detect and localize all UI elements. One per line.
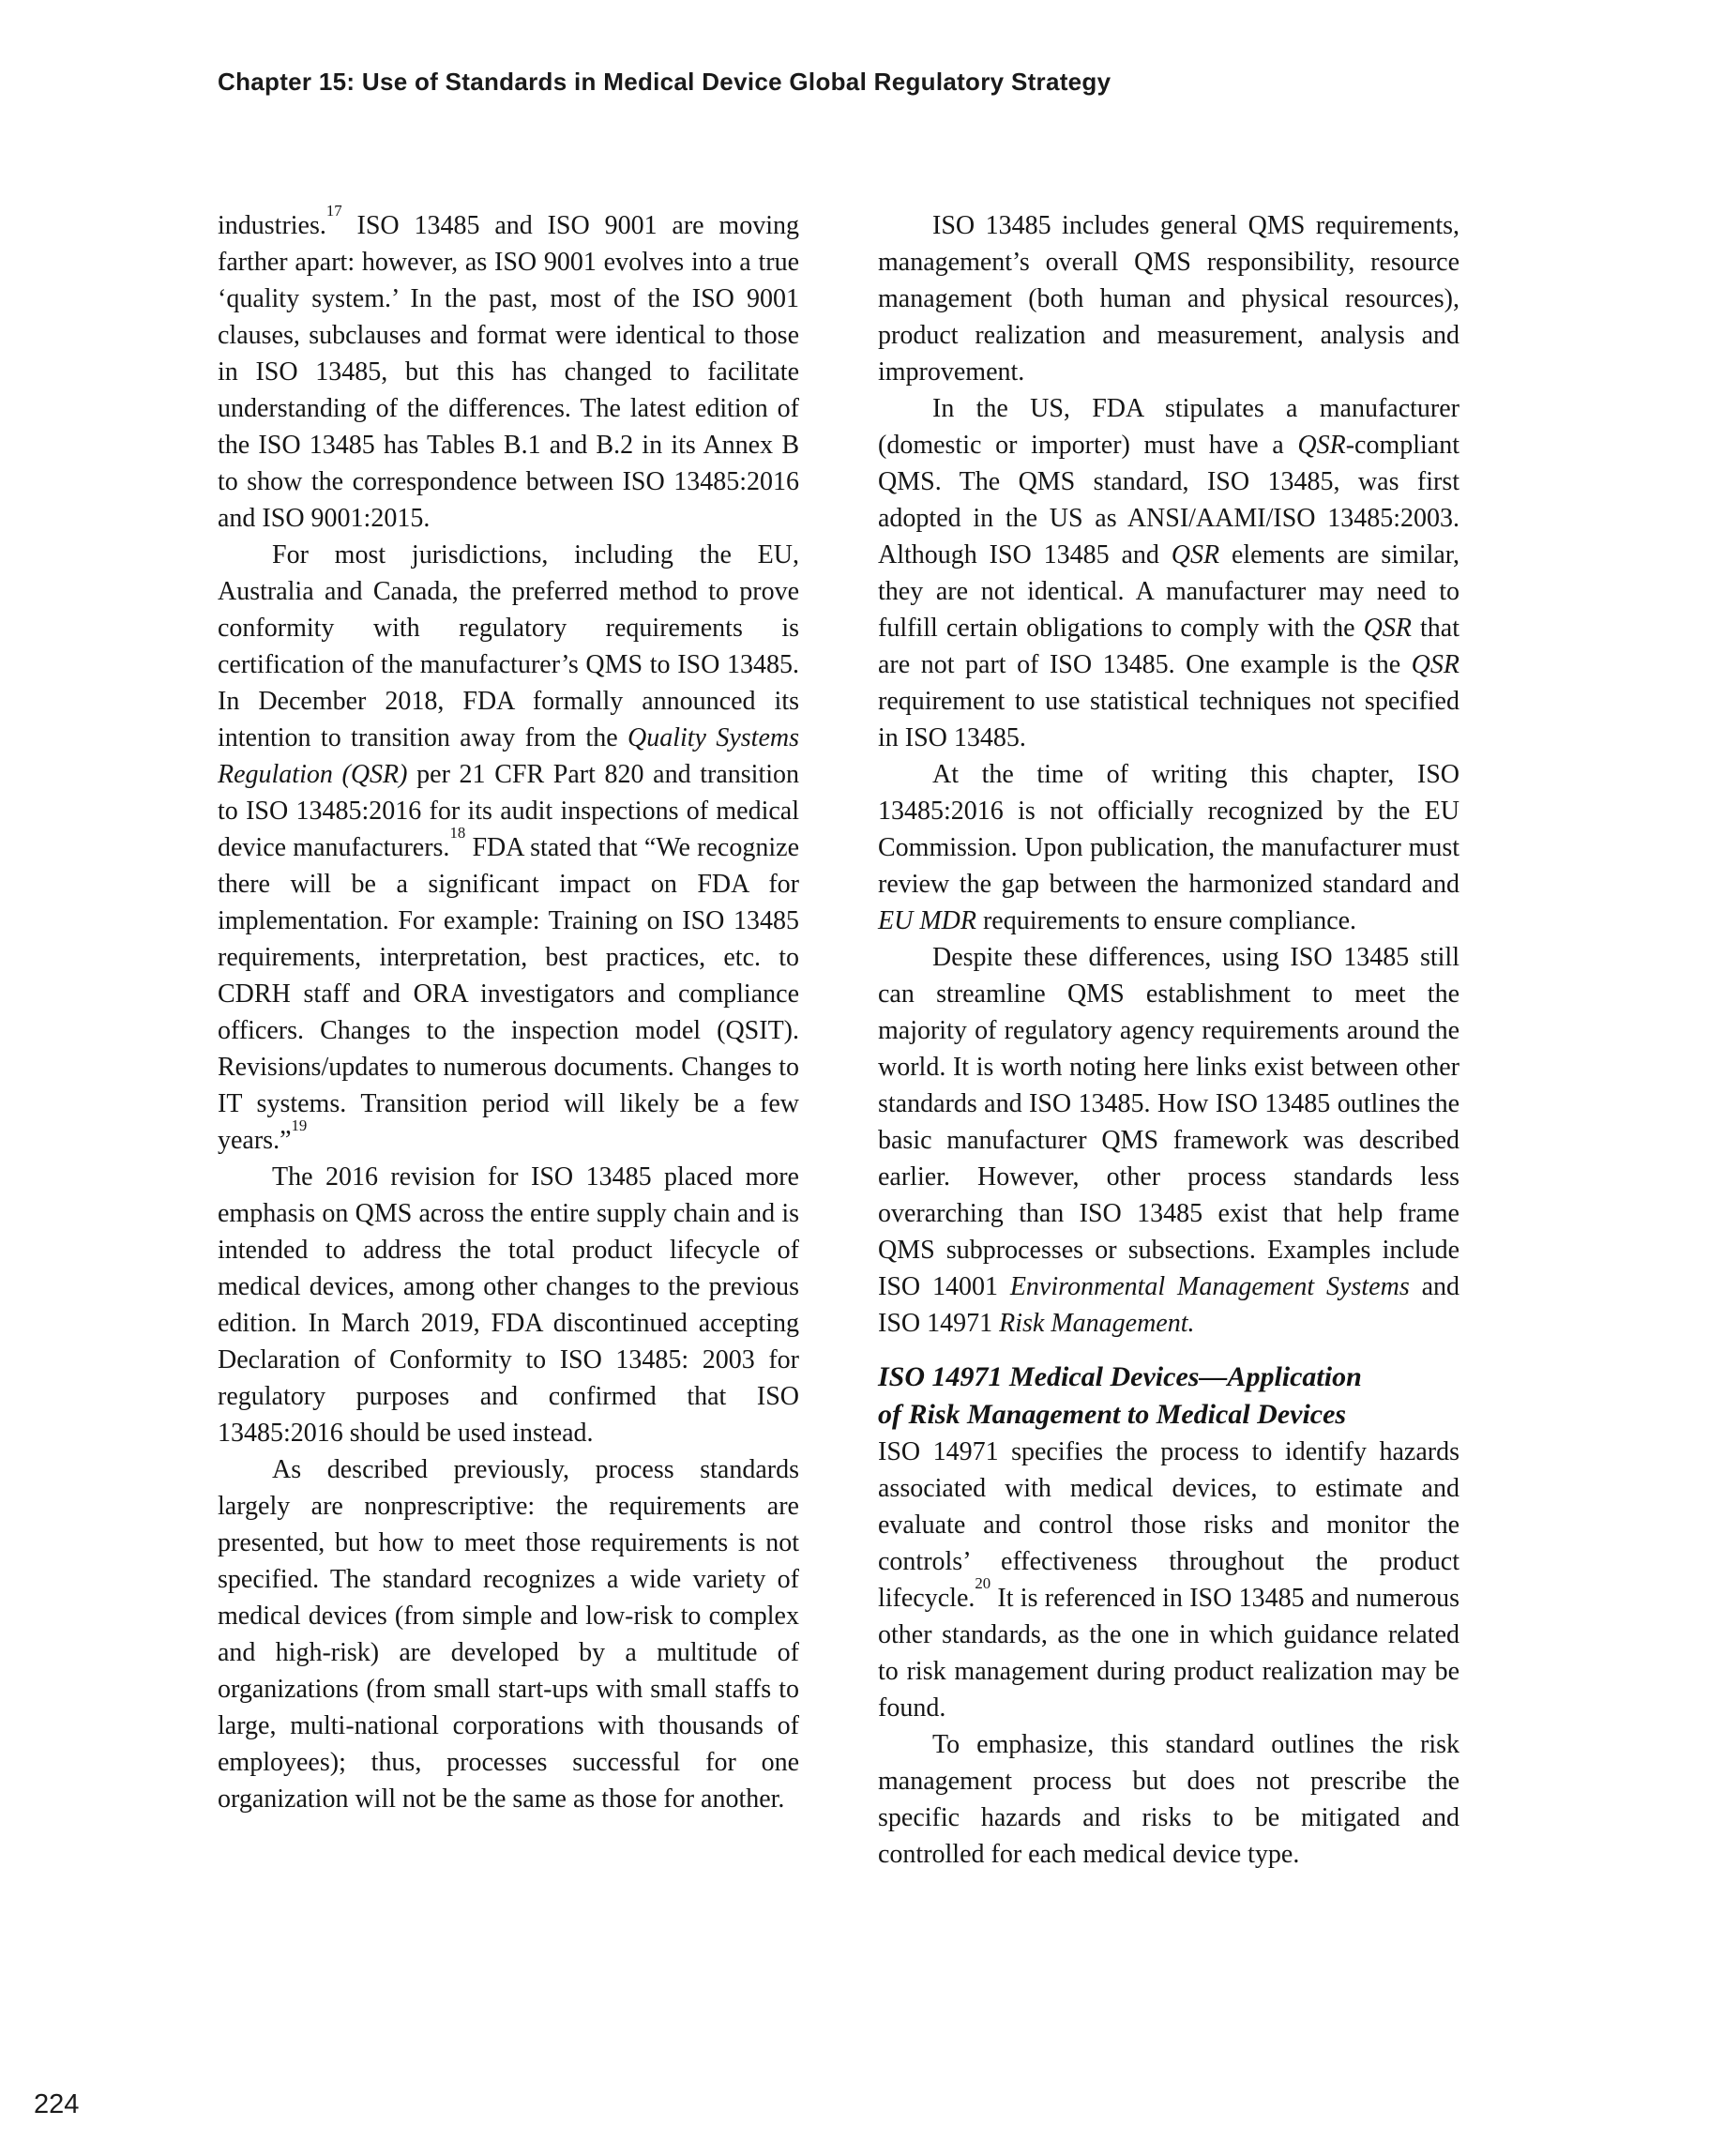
text-run: In the US, FDA stipulates a manufacturer (domestic or importer) must have a <box>878 394 1459 460</box>
text-run: For most jurisdictions, including the EU, Australia and Canada, the preferred method to prove conformity with regulatory requirements is certification of the manufacturer’s QMS to ISO 13485. In December 2018, FDA formally announced its intention to transition away from the <box>218 540 799 752</box>
body-paragraph <box>218 1451 799 1817</box>
section-heading <box>878 1359 1459 1434</box>
text-run: The 2016 revision for ISO 13485 placed more emphasis on QMS across the entire supply chain and is intended to address the total product lifecycle of medical devices, among other changes to the previous edition. In March 2019, FDA discontinued accepting Declaration of Conformity to ISO 13485: 2003 for regulatory purposes and confirmed that ISO 13485:2016 should be used instead. <box>218 1162 799 1448</box>
text-run: At the time of writing this chapter, ISO 13485:2016 is not officially recognized by the EU Commission. Upon publication, the manufacturer must review the gap between the harmonized standard and <box>878 760 1459 899</box>
text-run: EU MDR <box>878 906 976 935</box>
body-paragraph <box>878 1434 1459 1726</box>
text-run: As described previously, process standards largely are nonprescriptive: the requirements are presented, but how to meet those requirements is not specified. The standard recognizes a wide variety of medical devices (from simple and low-risk to complex and high-risk) are developed by a multitude of organizations (from small start-ups with small staffs to large, multi-national corporations with thousands of employees); thus, processes successful for one organization will not be the same as those for another. <box>218 1455 799 1814</box>
text-run: To emphasize, this standard outlines the risk management process but does not prescribe the specific hazards and risks to be mitigated and controlled for each medical device type. <box>878 1730 1459 1869</box>
body-paragraph <box>878 939 1459 1342</box>
left-column <box>218 202 799 1817</box>
text-run: requirement to use statistical techniques not specified in ISO 13485. <box>878 687 1459 752</box>
right-column-upper-paragraphs <box>878 207 1459 1342</box>
footnote-marker: 17 <box>325 202 342 220</box>
right-column <box>878 207 1459 1873</box>
text-run: -compliant QMS. The QMS standard, ISO 13485, was first adopted in the US as ANSI/AAMI/ISO 13485:2003. Although ISO 13485 and <box>878 431 1459 569</box>
running-header: Chapter 15: Use of Standards in Medical Device Global Regulatory Strategy <box>218 68 1112 96</box>
text-run: FDA stated that “We recognize there will be a significant impact on FDA for implementation. For example: Training on ISO 13485 requirements, interpretation, best practices, etc. to CDRH staff and ORA investigators and compliance officers. Changes to the inspection model (QSIT). Revisions/updates to numerous documents. Changes to IT systems. Transition period will likely be a few years.” <box>218 833 799 1155</box>
text-run: industries. <box>218 211 326 240</box>
footnote-marker: 19 <box>291 1116 308 1135</box>
text-run: elements are similar, they are not identical. A manufacturer may need to fulfill certain obligations to comply with the <box>878 540 1460 643</box>
right-column-lower-paragraphs <box>878 1434 1459 1873</box>
body-paragraph <box>218 1159 799 1451</box>
text-run: ISO 13485 and ISO 9001 are moving farther apart: however, as ISO 9001 evolves into a true ‘quality system.’ In the past, most of the ISO 9001 clauses, subclauses and format were identical to those in ISO 13485, but this has changed to facilitate understanding of the differences. The latest edition of the ISO 13485 has Tables B.1 and B.2 in its Annex B to show the correspondence between ISO 13485:2016 and ISO 9001:2015. <box>218 211 799 533</box>
text-run: Environmental Management Systems <box>1009 1272 1410 1301</box>
section-heading-line-1: ISO 14971 Medical Devices—Application <box>878 1361 1362 1392</box>
text-run: Quality Systems Regulation (QSR) <box>218 723 799 789</box>
body-paragraph <box>878 390 1459 756</box>
body-paragraph <box>218 537 799 1159</box>
section-heading-line-2: of Risk Management to Medical Devices <box>878 1399 1347 1430</box>
text-run: QSR <box>1171 540 1220 569</box>
text-run: per 21 CFR Part 820 and transition to ISO 13485:2016 for its audit inspections of medical device manufacturers. <box>218 760 799 862</box>
text-run: and ISO 14971 <box>878 1272 1459 1338</box>
text-run: that are not part of ISO 13485. One example is the <box>878 614 1459 679</box>
text-run: QSR <box>1297 431 1346 460</box>
text-run: ISO 13485 includes general QMS requirements, management’s overall QMS responsibility, resource management (both human and physical resources), product realization and measurement, analysis and improvement. <box>878 211 1459 387</box>
body-paragraph <box>218 202 799 537</box>
text-run: Despite these differences, using ISO 13485 still can streamline QMS establishment to meet the majority of regulatory agency requirements around the world. It is worth noting here links exist between other standards and ISO 13485. How ISO 13485 outlines the basic manufacturer QMS framework was described earlier. However, other process standards less overarching than ISO 13485 exist that help frame QMS subprocesses or subsections. Examples include ISO 14001 <box>878 943 1459 1301</box>
text-run: Risk Management. <box>999 1309 1195 1338</box>
page-number: 224 <box>34 2089 80 2119</box>
text-run: QSR <box>1411 650 1459 679</box>
text-run: QSR <box>1363 614 1412 643</box>
text-run: It is referenced in ISO 13485 and numerous other standards, as the one in which guidance related to risk management during product realization may be found. <box>878 1584 1459 1723</box>
body-paragraph <box>878 207 1459 390</box>
footnote-marker: 18 <box>449 824 466 843</box>
body-paragraph <box>878 756 1459 939</box>
text-run: ISO 14971 specifies the process to identify hazards associated with medical devices, to estimate and evaluate and control those risks and monitor the controls’ effectiveness throughout the product lifecycle. <box>878 1437 1459 1613</box>
footnote-marker: 20 <box>975 1574 991 1593</box>
body-paragraph <box>878 1726 1459 1873</box>
text-run: requirements to ensure compliance. <box>975 906 1357 935</box>
